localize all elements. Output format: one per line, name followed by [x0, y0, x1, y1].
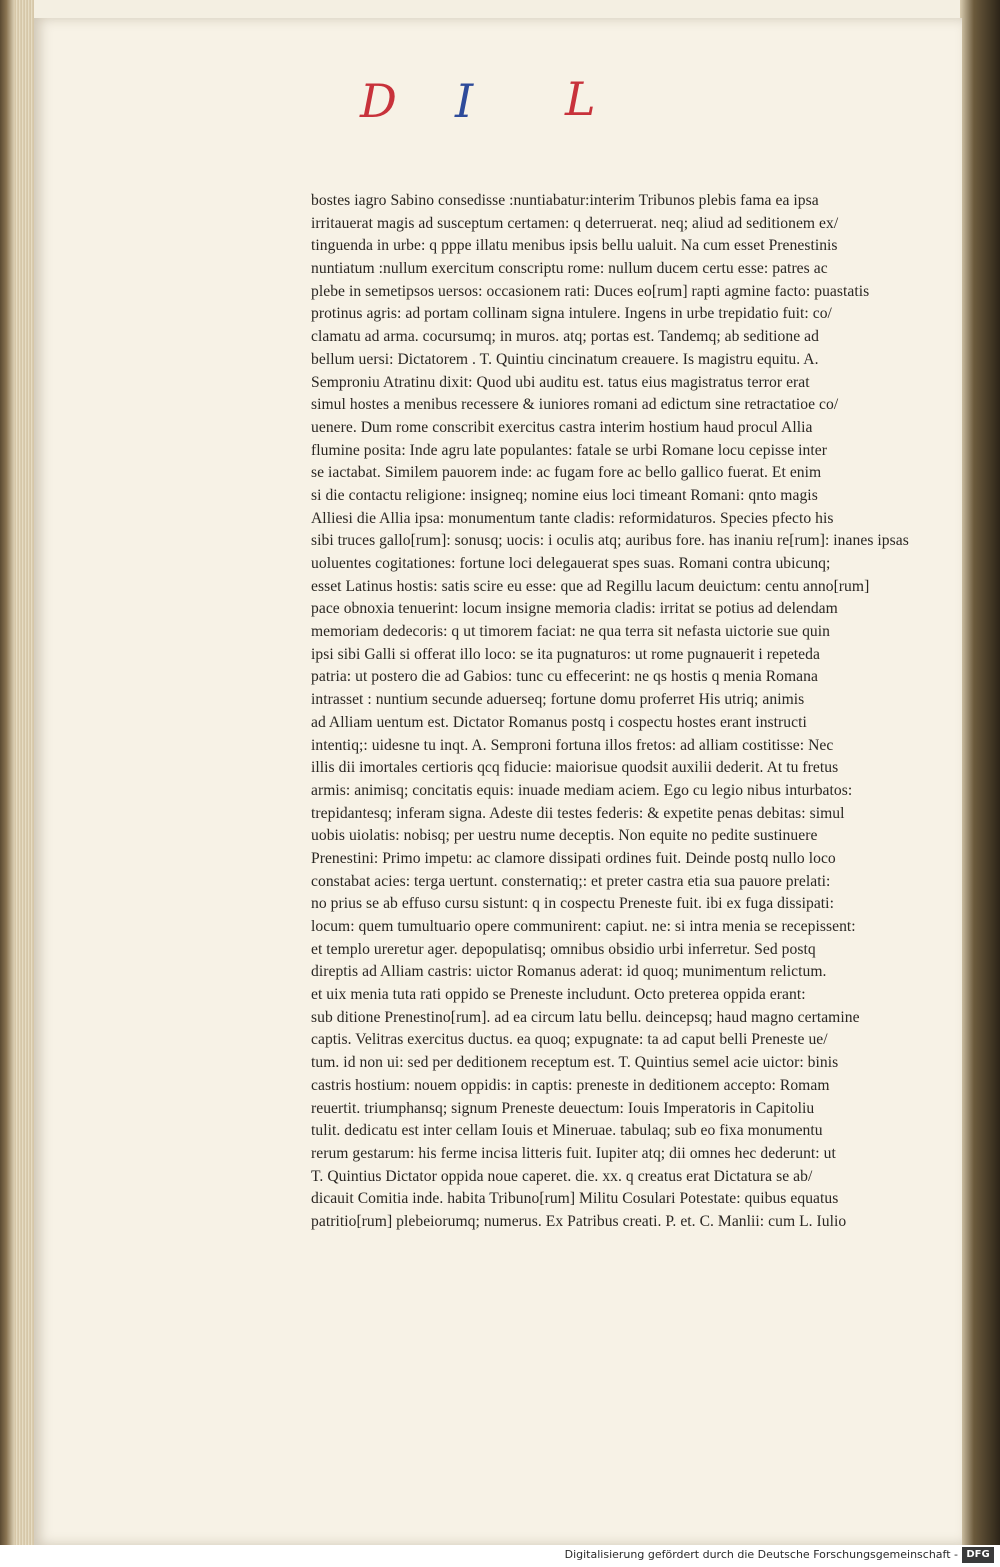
text-line: dicauit Comitia inde. habita Tribuno[rum] Militu Cosulari Potestate: quibus equatus: [311, 1190, 839, 1208]
text-line: sub ditione Prenestino[rum]. ad ea circum latu bellu. deincepsq; haud magno certamine: [311, 1008, 860, 1026]
page-edges: [14, 0, 34, 1545]
text-line: rerum gestarum: his ferme incisa litteris fuit. Iupiter atq; dii omnes hec dederunt: ut: [311, 1144, 836, 1162]
text-line: clamatu ad arma. cocursumq; in muros. atq; portas est. Tandemq; ab seditione ad: [311, 328, 819, 346]
text-line: Alliesi die Allia ipsa: monumentum tante cladis: reformidaturos. Species pfecto his: [311, 509, 834, 527]
text-line: memoriam dedecoris: q ut timorem faciat: ne qua terra sit nefasta uictorie sue quin: [311, 623, 830, 641]
text-line: simul hostes a menibus recessere & iuniores romani ad edictum sine retractatioe co/: [311, 396, 839, 414]
text-line: nuntiatum :nullum exercitum conscriptu rome: nullum ducem certu esse: patres ac: [311, 260, 828, 278]
text-line: pace obnoxia tenuerint: locum insigne memoria cladis: irritat se potius ad delendam: [311, 600, 838, 618]
text-line: bostes iagro Sabino consedisse :nuntiabatur:interim Tribunos plebis fama ea ipsa: [311, 192, 819, 209]
heading-letter-i: I: [455, 74, 474, 128]
text-line: tum. id non ui: sed per deditionem receptum est. T. Quintius semel acie uictor: binis: [311, 1054, 839, 1072]
text-line: castris hostium: nouem oppidis: in captis: preneste in deditionem accepto: Romam: [311, 1076, 830, 1094]
text-line: et templo ureretur ager. depopulatisq; omnibus obsidio urbi inferretur. Sed postq: [311, 940, 816, 958]
text-line: illis dii imortales certioris qcq fiducie: maiorisue quodsit auxilii dederit. At tu fretus: [311, 759, 839, 777]
text-line: intrasset : nuntium secunde aduerseq; fortune domu proferret His utriq; animis: [311, 691, 805, 709]
heading-letter-l: L: [565, 72, 596, 126]
book-gutter: [0, 0, 14, 1545]
text-line: Semproniu Atratinu dixit: Quod ubi auditu est. tatus eius magistratus terror erat: [311, 373, 810, 391]
text-line: patria: ut postero die ad Gabios: tunc cu effecerint: ne qs hostis q menia Romana: [311, 668, 818, 686]
text-block: [311, 190, 933, 1234]
text-line: plebe in semetipsos uersos: occasionem rati: Duces eo[rum] rapti agmine facto: puastatis: [311, 282, 870, 300]
text-line: reuertit. triumphansq; signum Preneste deuectum: Iouis Imperatoris in Capitoliu: [311, 1099, 815, 1117]
text-line: sibi truces gallo[rum]: sonusq; uocis: i oculis atq; auribus fore. has inaniu re[rum]: inanes ipsas: [311, 532, 909, 550]
dfg-logo: DFG: [962, 1547, 994, 1563]
text-line: bellum uersi: Dictatorem . T. Quintiu cincinatum creauere. Is magistru equitu. A.: [311, 350, 819, 368]
text-line: protinus agris: ad portam collinam signa intulere. Ingens in urbe trepidatio fuit: co/: [311, 305, 832, 323]
text-line: et uix menia tuta rati oppido se Preneste includunt. Octo preterea oppida erant:: [311, 986, 806, 1004]
text-line: trepidantesq; inferam signa. Adeste dii testes federis: & expetite penas debitas: simul: [311, 804, 845, 822]
digitization-credit: Digitalisierung gefördert durch die Deutsche Forschungsgemeinschaft -: [564, 1548, 958, 1561]
running-heading: [340, 72, 640, 138]
text-line: uoluentes cogitationes: fortune loci delegauerat spes suas. Romani contra ubicunq;: [311, 555, 831, 572]
text-line: tinguenda in urbe: q pppe illatu menibus ipsis bellu ualuit. Na cum esset Prenestinis: [311, 237, 838, 255]
text-line: Prenestini: Primo impetu: ac clamore dissipati ordines fuit. Deinde postq nullo loco: [311, 849, 836, 867]
text-line: ad Alliam uentum est. Dictator Romanus postq i cospectu hostes erant instructi: [311, 713, 807, 731]
text-line: esset Latinus hostis: satis scire eu esse: que ad Regillu lacum deuictum: centu anno[rum]: [311, 577, 870, 595]
text-line: se iactabat. Similem pauorem inde: ac fugam fore ac bello gallico fuerat. Et enim: [311, 464, 822, 482]
text-line: locum: quem tumultuario opere communirent: capiut. ne: si intra menia se recepissent:: [311, 918, 856, 935]
heading-letter-d: D: [360, 74, 397, 128]
text-line: patritio[rum] plebeiorumq; numerus. Ex Patribus creati. P. et. C. Manlii: cum L. Iulio: [311, 1212, 847, 1230]
text-line: flumine posita: Inde agru late populantes: fatale se urbi Romane locu cepisse inter: [311, 441, 827, 459]
text-line: irritauerat magis ad susceptum certamen: q deterruerat. neq; aliud ad seditionem ex/: [311, 214, 839, 232]
text-line: si die contactu religione: insigneq; nomine eius loci timeant Romani: qnto magis: [311, 486, 818, 504]
text-line: constabat acies: terga uertunt. consternatiq;: et preter castra etia sua pauore prelati:: [311, 872, 831, 890]
text-line: no prius se ab effuso cursu sistunt: q in cospectu Preneste fuit. ibi ex fuga dissipati:: [311, 895, 834, 913]
text-line: intentiq;: uidesne tu inqt. A. Semproni fortuna illos fretos: ad alliam costitisse: Nec: [311, 736, 834, 754]
text-line: armis: animisq; concitatis equis: inuade mediam aciem. Ego cu legio nibus inturbatos:: [311, 781, 853, 799]
text-line: direptis ad Alliam castris: uictor Romanus aderat: id quoq; munimentum relictum.: [311, 963, 827, 981]
text-line: T. Quintius Dictator oppida noue caperet. die. xx. q creatus erat Dictatura se ab/: [311, 1167, 813, 1185]
text-line: captis. Velitras exercitus ductus. ea quoq; expugnate: ta ad caput belli Preneste ue/: [311, 1031, 828, 1049]
text-line: ipsi sibi Galli si offerat illo loco: se ita pugnaturos: ut rome pugnauerit i repeteda: [311, 645, 820, 663]
text-line: uenere. Dum rome conscribit exercitus castra interim hostium haud procul Allia: [311, 418, 813, 436]
text-line: tulit. dedicatu est inter cellam Iouis et Mineruae. tabulaq; sub eo fixa monumentu: [311, 1122, 823, 1140]
text-line: uobis uiolatis: nobisq; per uestru nume deceptis. Non equite no pedite sustinuere: [311, 827, 818, 845]
right-book-edge: [960, 0, 1000, 1545]
